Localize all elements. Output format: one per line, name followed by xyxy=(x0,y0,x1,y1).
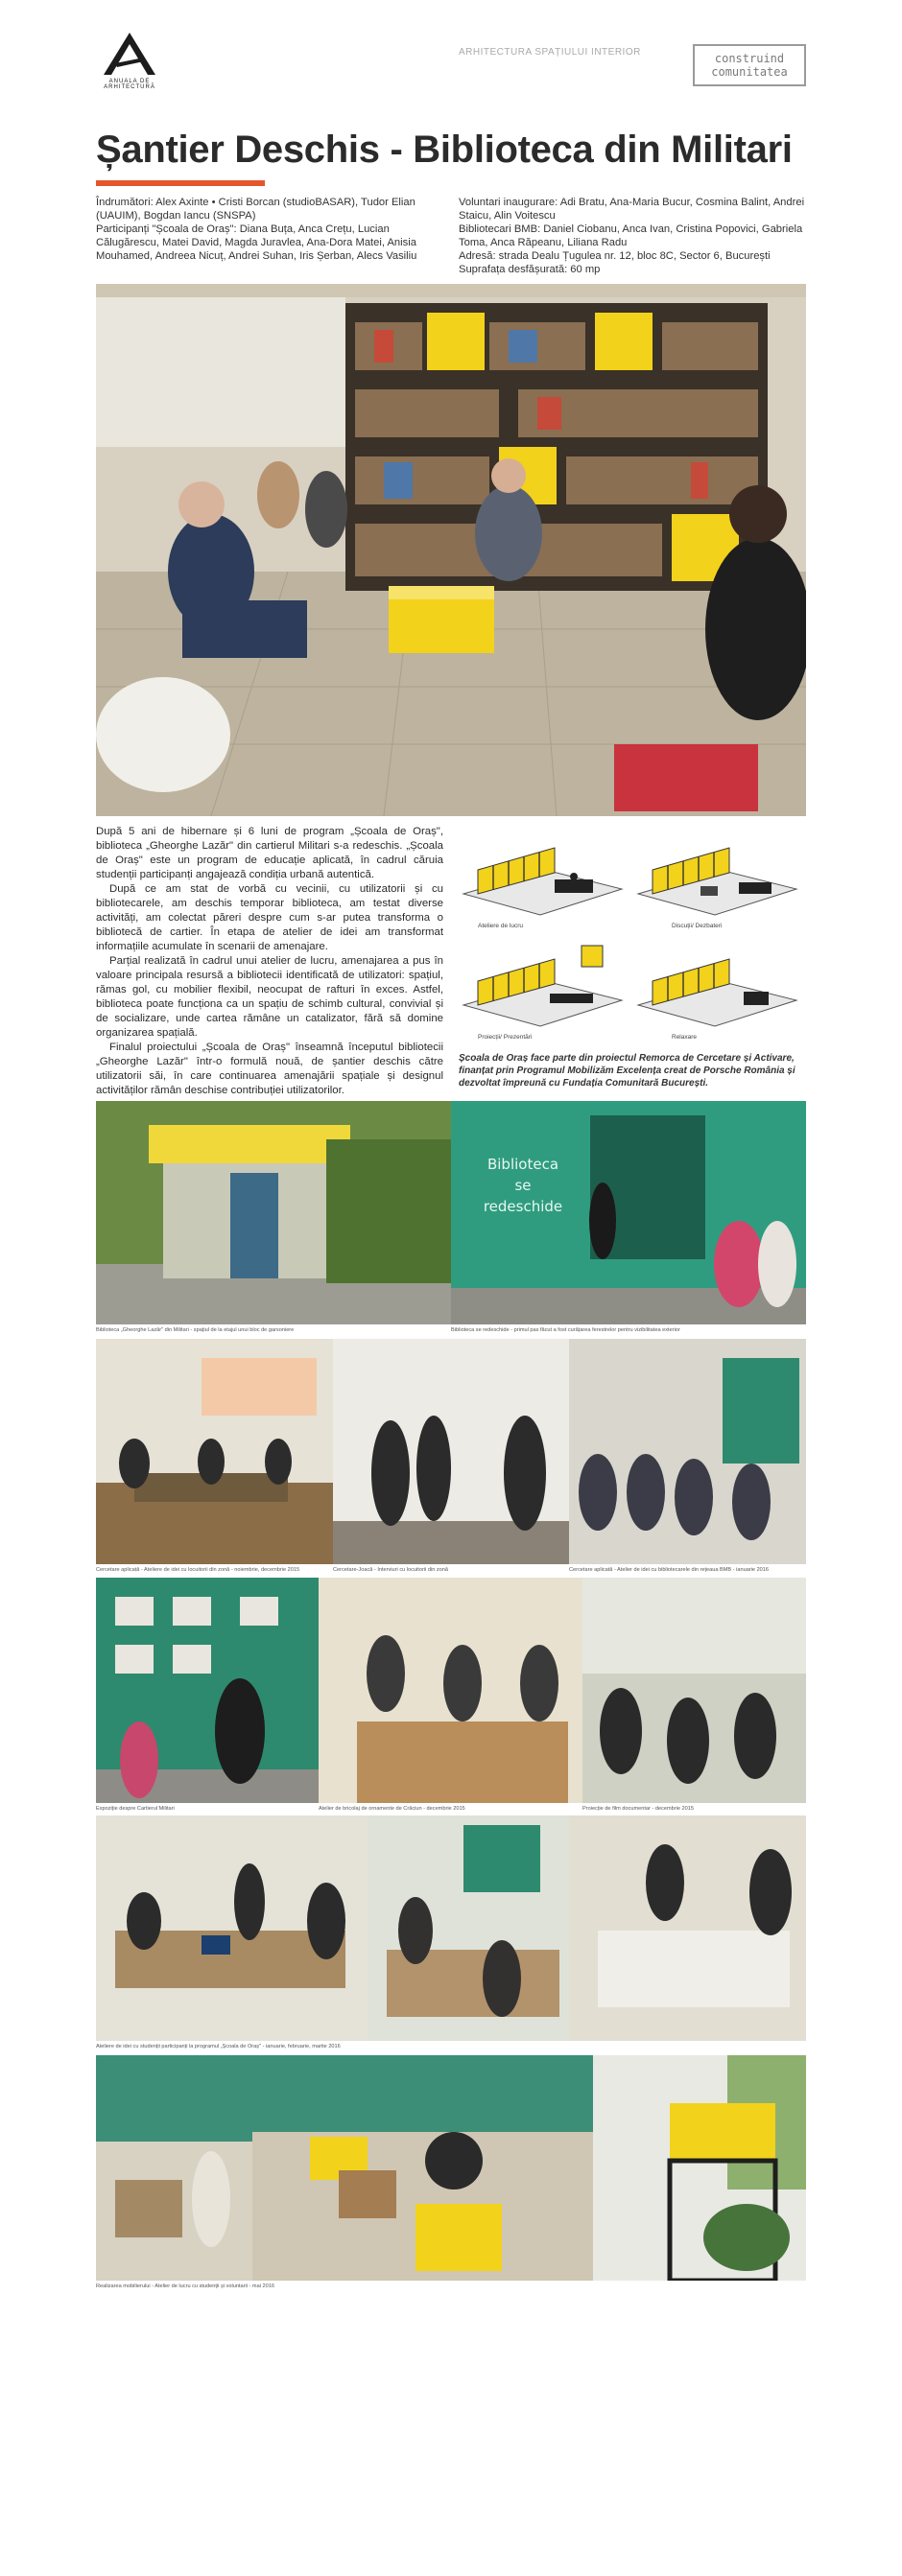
caption: Cercetare aplicată - Atelier de idei cu bibliotecarele din rețeaua BMB - ianuarie 2016 xyxy=(569,1567,770,1573)
credits-left xyxy=(96,196,441,263)
photo-christmas-workshop xyxy=(319,1578,582,1803)
section-label: ARHITECTURA SPAȚIULUI INTERIOR xyxy=(459,47,641,58)
partner-logo xyxy=(693,44,806,86)
funding-note: Școala de Oraș face parte din proiectul Remorca de Cercetare și Activare, finanțat prin Programul Mobilizăm Excelența creat de Porsche România și dezvoltat împreună cu Fundația Comunitară București. xyxy=(459,1053,795,1089)
architecture-logo-icon xyxy=(96,31,163,77)
student-workshop-photo xyxy=(96,1815,368,2041)
photo-furniture-1 xyxy=(96,2055,252,2281)
photo-interviews xyxy=(333,1339,569,1564)
diagram-label: Relaxare xyxy=(672,1034,698,1041)
caption: Expoziție despre Cartierul Militari xyxy=(96,1806,175,1812)
diagram-ateliere xyxy=(459,827,627,929)
workshop-photo xyxy=(96,1339,333,1564)
caption: Biblioteca „Gheorghe Lazăr" din Militari - spațiul de la etajul unui bloc de garsoniere xyxy=(96,1327,295,1333)
diagram-relaxare xyxy=(633,938,801,1041)
wall-text: Biblioteca se redeschide xyxy=(483,1156,563,1215)
diagram-proiectii xyxy=(459,938,627,1041)
partner-logo-line1: construind xyxy=(714,52,785,65)
caption: Cercetare-Joacă - Interviuri cu locuitorii din zonă xyxy=(333,1567,449,1573)
paragraph-3: Parțial realizată în cadrul unui atelier de lucru, amenajarea a pus în valoare principala resursă a bibliotecii identificată de utilizatori: spațiul, rămas gol, cu mobilier flexibil, neocupat de rafturi în exces. Astfel, biblioteca poate funcționa ca un spațiu de schimb cultural, convivial și de socializare, unde cartea rămâne un catalizator, fără să domine organizarea spațială. xyxy=(96,955,443,1039)
participants: Participanți "Școala de Oraș": Diana Buța, Anca Crețu, Lucian Călugărescu, Matei David, Magda Juravlea, Ana-Dora Matei, Anisia Mouhamed, Andreea Nicuț, Andrei Suhan, Iris Șerban, Alecs Vasiliu xyxy=(96,223,417,262)
furniture-photo xyxy=(96,2055,252,2281)
axonometric-diagram-icon xyxy=(459,827,627,918)
address: Adresă: strada Dealu Țugulea nr. 12, bloc 8C, Sector 6, București xyxy=(459,250,771,262)
credits-right xyxy=(459,196,814,276)
photo-librarians-workshop xyxy=(569,1339,806,1564)
title-underline xyxy=(96,180,265,186)
library-meeting-photo xyxy=(96,284,806,816)
photo-exhibition xyxy=(96,1578,319,1803)
paragraph-4: Finalul proiectului „Școala de Oraș" înseamnă începutul bibliotecii „Gheorghe Lazăr" într-o formulă nouă, de șantier deschis către utilizatorii săi, în care continuarea amenajării spațiale și designul activităților rămân deschise contribuției utilizatorilor. xyxy=(96,1042,443,1096)
photo-student-workshop-1 xyxy=(96,1815,368,2041)
caption: Proiecție de film documentar - decembrie 2015 xyxy=(582,1806,694,1812)
diagram-label: Discuții/ Dezbateri xyxy=(672,923,723,929)
photo-library-entrance xyxy=(96,1101,451,1324)
photo-student-workshop-2 xyxy=(368,1815,569,2041)
furniture-photo xyxy=(252,2055,593,2281)
caption: Realizarea mobilierului - Atelier de lucru cu studenții și voluntarii - mai 2016 xyxy=(96,2283,274,2289)
entrance-photo xyxy=(96,1101,451,1324)
diagram-discutii xyxy=(633,827,801,929)
diagram-label: Ateliere de lucru xyxy=(478,923,523,929)
librarians: Bibliotecari BMB: Daniel Ciobanu, Anca Ivan, Cristina Popovici, Gabriela Toma, Anca Răpeanu, Liliana Radu xyxy=(459,223,803,248)
body-text xyxy=(96,825,443,1098)
caption: Cercetare aplicată - Ateliere de idei cu locuitorii din zonă - noiembrie, decembrie 2015 xyxy=(96,1567,300,1573)
photo-documentary xyxy=(582,1578,806,1803)
furniture-photo xyxy=(593,2055,806,2281)
interviews-photo xyxy=(333,1339,569,1564)
student-workshop-photo xyxy=(569,1815,806,2041)
paragraph-2: După ce am stat de vorbă cu vecinii, cu utilizatorii și cu bibliotecarele, am deschis temporar biblioteca, am testat diverse activități, am colectat păreri despre cum s-ar putea transforma o bibliotecă de cartier. În etapa de atelier de idei am transformat informațiile acumulate în scenarii de amenajare. xyxy=(96,883,443,952)
photo-workshop-1 xyxy=(96,1339,333,1564)
diagram-label: Proiecții/ Prezentări xyxy=(478,1034,533,1041)
paragraph-1: După 5 ani de hibernare și 6 luni de program „Școala de Oraș", biblioteca „Gheorghe Lazăr" din cartierul Militari s-a redeschis. „Școala de Oraș" este un program de educație aplicată, în cadrul căruia studenții participanți angajează condiția urbană autentică. xyxy=(96,826,443,880)
documentary-photo xyxy=(582,1578,806,1803)
caption: Biblioteca se redeschide - primul pas făcut a fost curățarea ferestrelor pentru vizibilitatea exterior xyxy=(451,1327,680,1333)
photo-furniture-3 xyxy=(593,2055,806,2281)
partner-logo-line2: comunitatea xyxy=(711,65,788,79)
photo-furniture-2 xyxy=(252,2055,593,2281)
photo-window-cleaning xyxy=(451,1101,806,1324)
student-workshop-photo xyxy=(368,1815,569,2041)
caption: Ateliere de idei cu studenții participanți la programul „Școala de Oraș" - ianuarie, februarie, martie 2016 xyxy=(96,2044,341,2049)
axonometric-diagram-icon xyxy=(633,938,801,1029)
area: Suprafața desfășurată: 60 mp xyxy=(459,264,601,275)
coordinators: Îndrumători: Alex Axinte • Cristi Borcan (studioBASAR), Tudor Elian (UAUIM), Bogdan Iancu (SNSPA) xyxy=(96,197,415,222)
exhibition-photo xyxy=(96,1578,319,1803)
volunteers: Voluntari inaugurare: Adi Bratu, Ana-Maria Bucur, Cosmina Balint, Andrei Staicu, Alin Voitescu xyxy=(459,197,805,222)
main-photo xyxy=(96,284,806,816)
axonometric-diagram-icon xyxy=(459,938,627,1029)
christmas-workshop-photo xyxy=(319,1578,582,1803)
page-title: Șantier Deschis - Biblioteca din Militari xyxy=(96,129,793,171)
librarians-photo xyxy=(569,1339,806,1564)
photo-student-workshop-3 xyxy=(569,1815,806,2041)
school-logo xyxy=(96,31,163,96)
logo-left-caption: ANUALA DE ARHITECTURĂ xyxy=(104,79,155,90)
axonometric-diagram-icon xyxy=(633,827,801,918)
caption: Atelier de bricolaj de ornamente de Crăciun - decembrie 2015 xyxy=(319,1806,465,1812)
